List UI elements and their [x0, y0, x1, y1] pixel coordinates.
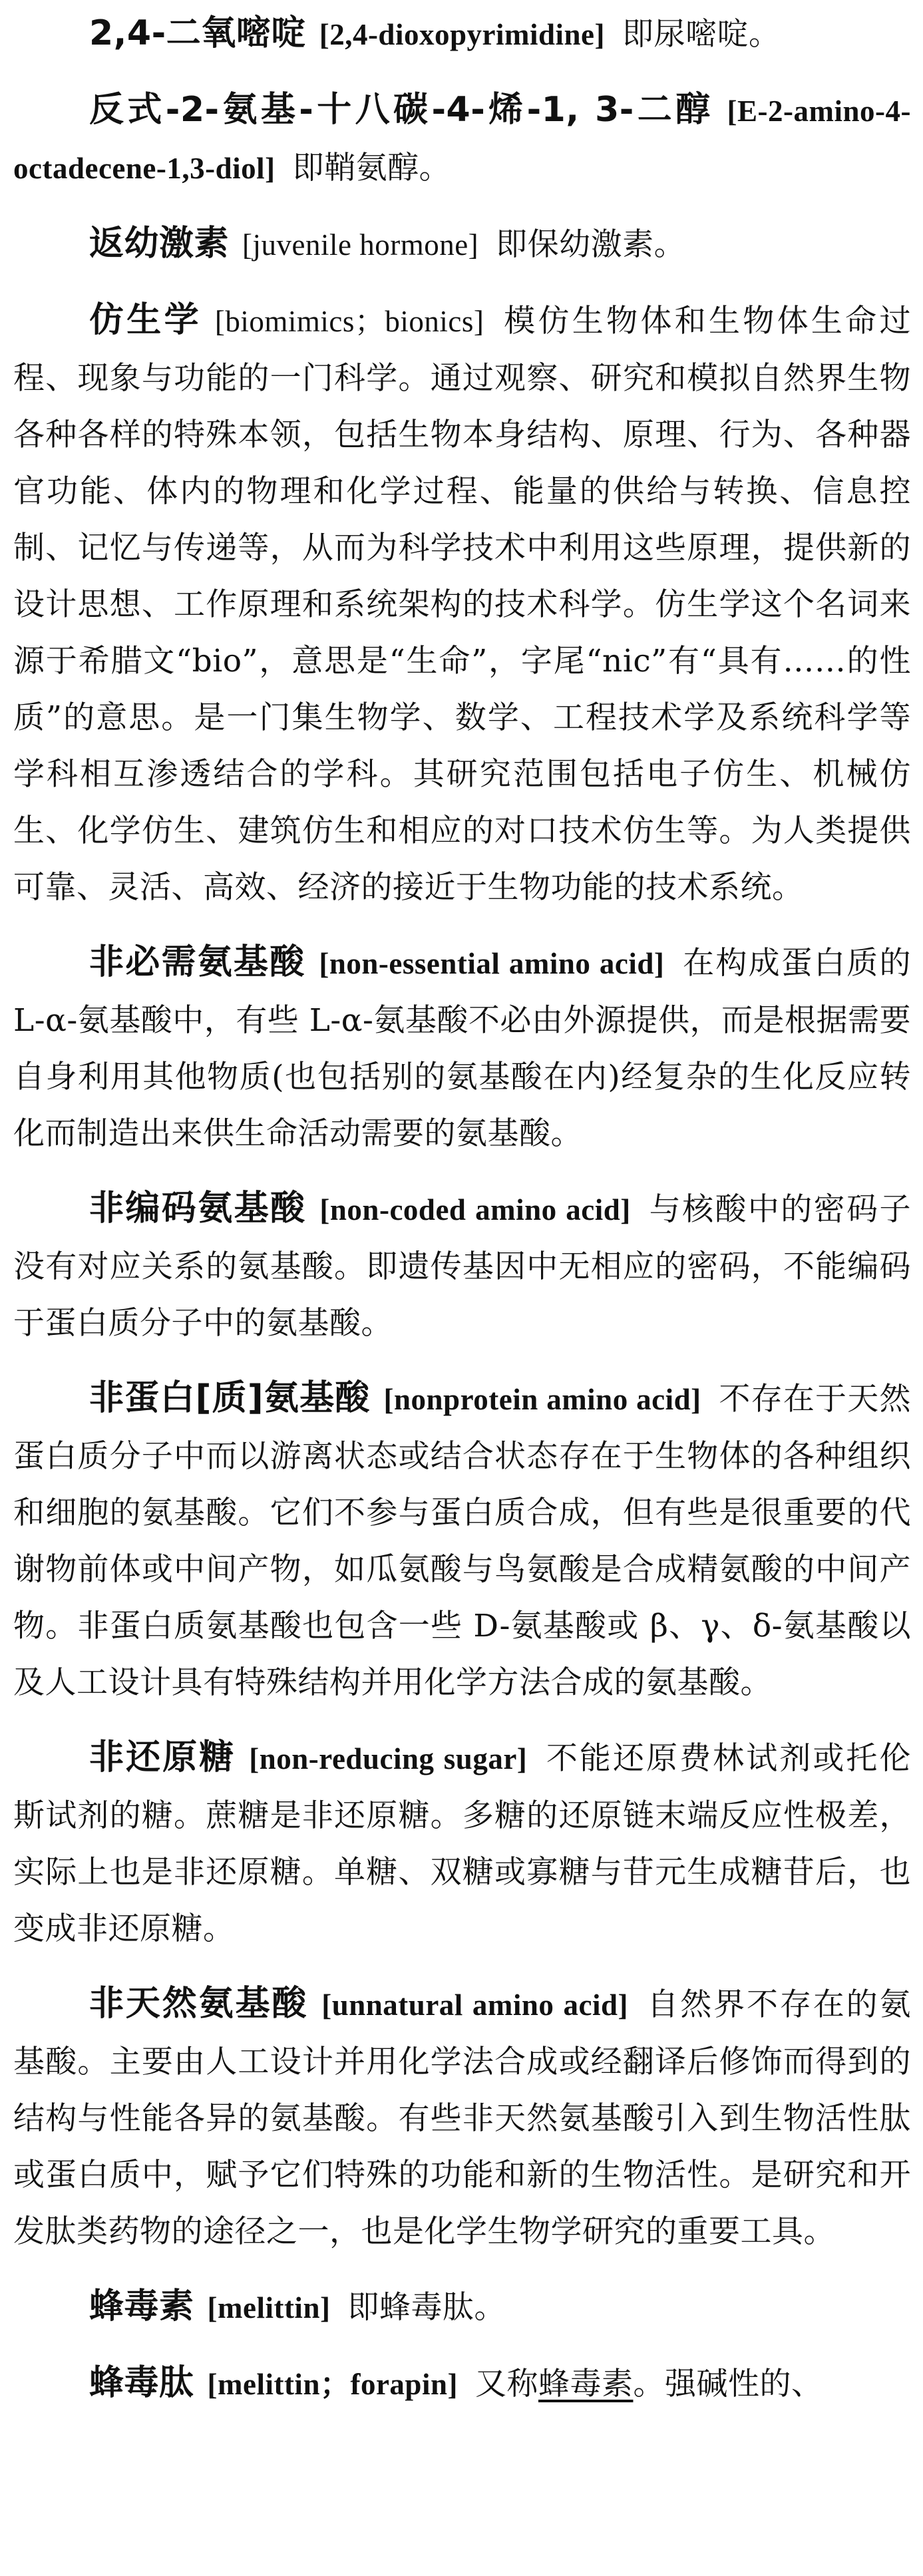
entry-bionics [13, 292, 911, 916]
cross-reference-link[interactable]: 蜂毒素 [538, 2366, 634, 2402]
entry-term: 非编码氨基酸 [89, 1189, 307, 1228]
entry-sphingosine [13, 82, 911, 197]
entry-term: 非还原糖 [89, 1738, 236, 1777]
entry-definition: 即鞘氨醇。 [292, 150, 451, 186]
entry-melittin-toxin [13, 2279, 911, 2336]
entry-term: 2,4-二氧嘧啶 [89, 13, 306, 53]
entry-term: 仿生学 [89, 300, 202, 340]
entry-english: [biomimics；bionics] [214, 305, 484, 338]
entry-non-coded-amino-acid [13, 1181, 911, 1352]
entry-term: 非蛋白[质]氨基酸 [89, 1378, 371, 1418]
entry-term: 返幼激素 [89, 224, 230, 264]
entry-definition-prefix: 又称 [474, 2366, 538, 2402]
entry-definition: 即保幼激素。 [496, 226, 686, 263]
entry-melittin-peptide [13, 2355, 911, 2413]
entry-nonprotein-amino-acid [13, 1370, 911, 1711]
entry-definition-suffix: 。强碱性的、 [633, 2366, 823, 2402]
entry-definition: 不存在于天然蛋白质分子中而以游离状态或结合状态存在于生物体的各种组织和细胞的氨基酸。它们不参与蛋白质合成，但有些是很重要的代谢物前体或中间产物，如瓜氨酸与鸟氨酸是合成精氨酸的中间产物。非蛋白质氨基酸也包含一些 D-氨基酸或 β、γ、δ-氨基酸以及人工设计具有特殊结构并用化学方法合成的氨基酸。 [13, 1381, 911, 1701]
entry-term: 反式-2-氨基-十八碳-4-烯-1, 3-二醇 [89, 90, 714, 130]
entry-term: 蜂毒肽 [89, 2363, 194, 2403]
entry-english: [unnatural amino acid] [321, 1988, 629, 2022]
entry-definition: 不能还原费林试剂或托伦斯试剂的糖。蔗糖是非还原糖。多糖的还原链末端反应性极差，实际上也是非还原糖。单糖、双糖或寡糖与苷元生成糖苷后，也变成非还原糖。 [13, 1740, 911, 1947]
entry-english: [melittin；forapin] [207, 2368, 458, 2401]
entry-term: 非必需氨基酸 [89, 942, 306, 982]
entry-english: [melittin] [207, 2291, 331, 2324]
entry-english: [nonprotein amino acid] [383, 1383, 701, 1416]
entry-english: [non-essential amino acid] [319, 947, 665, 980]
entry-definition: 与核酸中的密码子没有对应关系的氨基酸。即遗传基因中无相应的密码，不能编码于蛋白质分子中的氨基酸。 [13, 1191, 911, 1342]
entry-definition: 在构成蛋白质的 L-α-氨基酸中，有些 L-α-氨基酸不必由外源提供，而是根据需要自身利用其他物质(也包括别的氨基酸在内)经复杂的生化反应转化而制造出来供生命活动需要的氨基酸。 [13, 945, 911, 1152]
entry-dioxopyrimidine [13, 5, 911, 63]
entry-juvenile-hormone [13, 216, 911, 274]
entry-definition: 自然界不存在的氨基酸。主要由人工设计并用化学法合成或经翻译后修饰而得到的结构与性能各异的氨基酸。有些非天然氨基酸引入到生物活性肽或蛋白质中，赋予它们特殊的功能和新的生物活性。是研究和开发肽类药物的途径之一，也是化学生物学研究的重要工具。 [13, 1986, 911, 2250]
entry-term: 非天然氨基酸 [89, 1984, 309, 2024]
entry-english: [non-reducing sugar] [249, 1742, 528, 1775]
entry-definition: 即尿嘧啶。 [622, 16, 781, 53]
entry-non-essential-amino-acid [13, 934, 911, 1162]
entry-english: [2,4-dioxopyrimidine] [319, 18, 605, 51]
entry-definition: 即蜂毒肽。 [347, 2289, 506, 2326]
entry-english: [E-2-amino-4-octadecene-1,3-diol] [13, 94, 911, 185]
entry-unnatural-amino-acid [13, 1976, 911, 2260]
entry-english: [juvenile hormone] [242, 228, 479, 262]
entry-english: [non-coded amino acid] [319, 1193, 631, 1226]
entry-definition: 模仿生物体和生物体生命过程、现象与功能的一门科学。通过观察、研究和模拟自然界生物各种各样的特殊本领，包括生物本身结构、原理、行为、各种器官功能、体内的物理和化学过程、能量的供给与转换、信息控制、记忆与传递等，从而为科学技术中利用这些原理，提供新的设计思想、工作原理和系统架构的技术科学。仿生学这个名词来源于希腊文“bio”，意思是“生命”，字尾“nic”有“具有……的性质”的意思。是一门集生物学、数学、工程技术学及系统科学等学科相互渗透结合的学科。其研究范围包括电子仿生、机械仿生、化学仿生、建筑仿生和相应的对口技术仿生等。为人类提供可靠、灵活、高效、经济的接近于生物功能的技术系统。 [13, 303, 911, 906]
entry-term: 蜂毒素 [89, 2287, 194, 2326]
entry-non-reducing-sugar [13, 1730, 911, 1957]
